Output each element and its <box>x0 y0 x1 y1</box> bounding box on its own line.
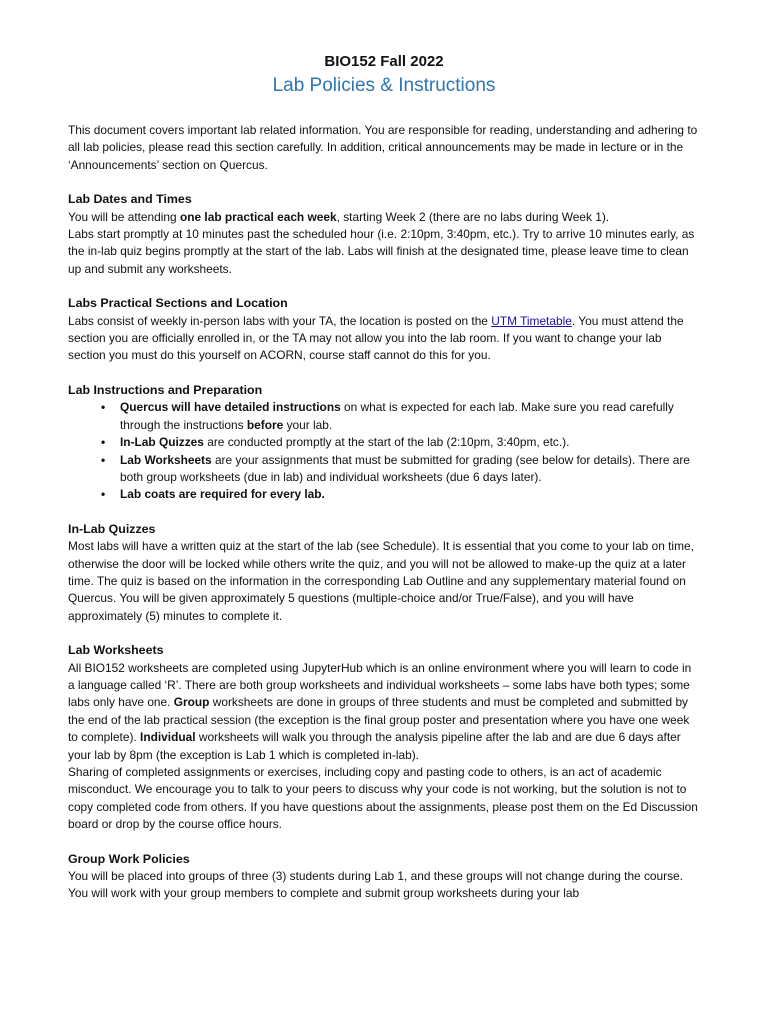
text: worksheets will walk you through the analysis pipeline after the lab and are due 6 days after your lab by 8pm (the exception is Lab 1 which is completed in-lab). <box>68 730 681 762</box>
section-lab-dates <box>68 191 700 278</box>
text: Labs consist of weekly in-person labs with your TA, the location is posted on the <box>68 313 492 328</box>
section-heading: Lab Dates and Times <box>68 192 192 207</box>
list-item <box>68 434 700 451</box>
section-heading: Lab Worksheets <box>68 643 164 658</box>
instructions-list <box>68 399 700 503</box>
text: your lab. <box>283 417 333 432</box>
section-instructions <box>68 382 700 504</box>
text: All BIO152 worksheets are completed using JupyterHub which is an online environment where you will learn to code in a language called ‘R’. There are both group worksheets and individual worksheets – some labs have both types; some labs only have one. <box>68 660 692 710</box>
bold-text: Lab coats are required for every lab. <box>120 487 325 502</box>
paragraph <box>68 313 700 365</box>
text: are conducted promptly at the start of the lab (2:10pm, 3:40pm, etc.). <box>203 435 570 450</box>
bold-text: Quercus will have detailed instructions <box>120 400 341 415</box>
section-heading: Labs Practical Sections and Location <box>68 296 288 311</box>
bold-text: Group <box>173 695 210 710</box>
bold-text: Individual <box>140 730 196 745</box>
section-quizzes <box>68 521 700 625</box>
section-heading: Lab Instructions and Preparation <box>68 382 263 397</box>
bold-text: Lab Worksheets <box>120 452 212 467</box>
text: . You must attend the section you are officially enrolled in, or the TA may not allow you into the lab room. If you want to change your lab section you must do this yourself on ACORN, course staff cannot do this for you. <box>68 313 684 363</box>
bold-text: In-Lab Quizzes <box>120 435 204 450</box>
paragraph: Sharing of completed assignments or exercises, including copy and pasting code to others, is an act of academic misconduct. We encourage you to talk to your peers to discuss why your code is not working, but the solution is not to copy completed code from others. If you have questions about the assignments, please post them on the Ed Discussion board or drop by the course office hours. <box>68 765 698 832</box>
text: , starting Week 2 (there are no labs during Week 1). <box>336 209 610 224</box>
section-location <box>68 295 700 365</box>
section-heading: Group Work Policies <box>68 851 190 866</box>
paragraph <box>68 660 700 764</box>
section-worksheets <box>68 642 700 833</box>
intro-paragraph: This document covers important lab related information. You are responsible for reading, understanding and adhering to all lab policies, please read this section carefully. In addition, critical announcements may be made in lecture or in the ‘Announcements’ section on Quercus. <box>68 123 698 172</box>
list-item <box>68 486 700 503</box>
text: worksheets are done in groups of three students and must be completed and submitted by the end of the lab practical session (the exception is the final group poster and presentation where you have one week to complete). <box>68 695 690 745</box>
section-heading: In-Lab Quizzes <box>68 521 156 536</box>
paragraph: You will be placed into groups of three (3) students during Lab 1, and these groups will not change during the course. You will work with your group members to complete and submit group worksheets during your lab <box>68 869 683 901</box>
document-title: Lab Policies & Instructions <box>272 75 496 96</box>
list-item <box>68 452 700 487</box>
paragraph: Most labs will have a written quiz at the start of the lab (see Schedule). It is essential that you come to your lab on time, otherwise the door will be locked while others write the quiz, and you will not be allowed to make-up the quiz at a later time. The quiz is based on the information in the corresponding Lab Outline and any supplementary material found on Quercus. You will be given approximately 5 questions (multiple-choice and/or True/False), and you will have approximately (5) minutes to complete it. <box>68 539 694 623</box>
text: are your assignments that must be submitted for grading (see below for details). There are both group worksheets (due in lab) and individual worksheets (due 6 days later). <box>120 452 690 484</box>
bold-text: one lab practical each week <box>179 209 337 224</box>
text: You will be attending <box>68 209 180 224</box>
paragraph <box>68 209 700 226</box>
text: on what is expected for each lab. Make sure you read carefully through the instructions <box>120 400 674 432</box>
course-title: BIO152 Fall 2022 <box>324 53 444 70</box>
section-group-work <box>68 851 700 903</box>
utm-timetable-link[interactable]: UTM Timetable <box>491 313 572 328</box>
list-item <box>68 399 700 434</box>
paragraph: Labs start promptly at 10 minutes past the scheduled hour (i.e. 2:10pm, 3:40pm, etc.). Try to arrive 10 minutes early, as the in-lab quiz begins promptly at the start of the lab. Labs will finish at the designated time, please leave time to clean up and submit any worksheets. <box>68 227 695 276</box>
bold-text: before <box>246 417 284 432</box>
